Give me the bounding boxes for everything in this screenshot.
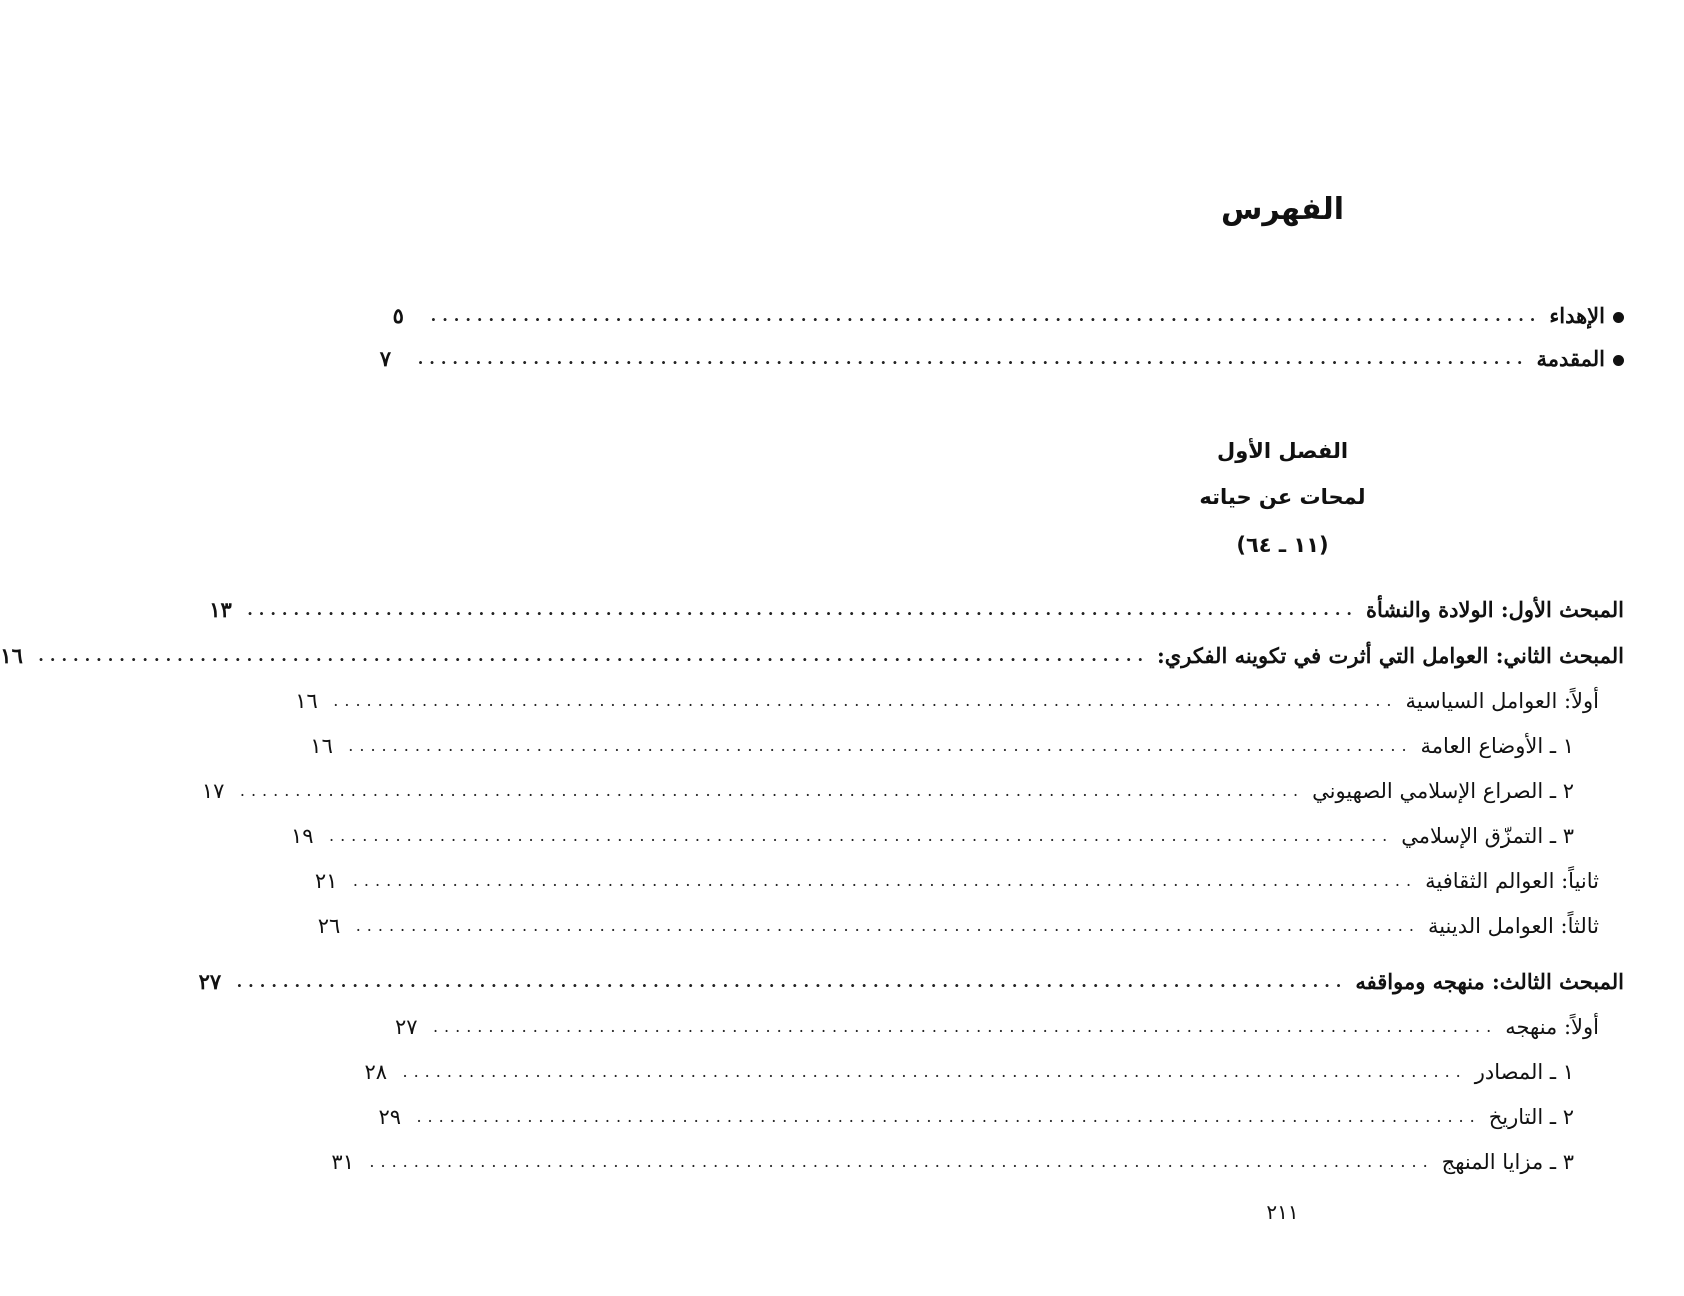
entry-page: ١٧ — [201, 779, 225, 803]
bullet-icon — [1613, 355, 1624, 366]
entry-label: ١ ـ الأوضاع العامة — [1420, 734, 1574, 758]
toc-entry[interactable] — [364, 1052, 1574, 1092]
toc-entry[interactable] — [201, 771, 1574, 811]
entry-page: ١٩ — [291, 824, 314, 848]
toc-entry-dedication[interactable] — [392, 296, 1624, 336]
entry-label: أولاً: منهجه — [1505, 1015, 1599, 1039]
entry-page: ١٣ — [209, 597, 232, 622]
dot-leader: ................................................................................................ — [333, 691, 1398, 710]
entry-page: ٢٩ — [378, 1105, 402, 1129]
entry-page: ٧ — [379, 346, 391, 371]
dot-leader: ................................................................................................ — [369, 1152, 1434, 1171]
page-title: الفهرس — [1220, 192, 1344, 227]
toc-entry[interactable] — [378, 1097, 1574, 1137]
dot-leader: ................................................................................................ — [402, 1062, 1467, 1081]
entry-label: ١ ـ المصادر — [1474, 1060, 1574, 1084]
entry-label: ٣ ـ التمزّق الإسلامي — [1401, 824, 1574, 848]
dot-leader: ................................................................................................ — [247, 600, 1358, 619]
dot-leader: ................................................................................................ — [432, 1017, 1498, 1036]
toc-entry[interactable] — [0, 636, 1624, 676]
bullet-icon — [1613, 312, 1624, 323]
chapter-subtitle: لمحات عن حياته — [1199, 485, 1366, 509]
toc-entry[interactable] — [295, 681, 1599, 721]
entry-label: المبحث الثالث: منهجه ومواقفه — [1355, 969, 1624, 994]
entry-label: المقدمة — [1536, 346, 1605, 371]
entry-label: المبحث الثاني: العوامل التي أثرت في تكوينه الفكري: — [1157, 643, 1624, 668]
page-number: ٢١١ — [1266, 1200, 1299, 1224]
entry-page: ٢٨ — [364, 1060, 388, 1084]
entry-label: ٢ ـ التاريخ — [1488, 1105, 1574, 1129]
toc-entry[interactable] — [291, 816, 1574, 856]
entry-page: ١٦ — [295, 689, 318, 713]
entry-label: ثانياً: العوالم الثقافية — [1425, 869, 1599, 893]
entry-label: ٣ ـ مزايا المنهج — [1441, 1150, 1574, 1174]
dot-leader: ................................................................................................ — [416, 1107, 1481, 1126]
dot-leader: ................................................................................................ — [239, 781, 1305, 800]
dot-leader: ................................................................................................ — [355, 916, 1420, 935]
entry-page: ١٦ — [0, 643, 23, 668]
entry-page: ٢١ — [314, 869, 338, 893]
dot-leader: ................................................................................................ — [348, 736, 1413, 755]
entry-page: ٥ — [392, 303, 404, 328]
entry-page: ٢٦ — [317, 914, 341, 938]
dot-leader: ................................................................................................ — [417, 349, 1529, 368]
dot-leader: ................................................................................................ — [236, 972, 1348, 991]
toc-entry[interactable] — [209, 590, 1624, 630]
dot-leader: ................................................................................................ — [329, 826, 1394, 845]
toc-entry-introduction[interactable] — [379, 339, 1624, 379]
entry-label: المبحث الأول: الولادة والنشأة — [1365, 597, 1624, 622]
toc-entry[interactable] — [331, 1142, 1574, 1182]
chapter-name: الفصل الأول — [1216, 439, 1349, 463]
chapter-page-range: (١١ ـ ٦٤) — [1236, 533, 1329, 557]
dot-leader: ................................................................................................ — [430, 306, 1542, 325]
dot-leader: ................................................................................................ — [38, 646, 1150, 665]
toc-entry[interactable] — [314, 861, 1599, 901]
toc-entry[interactable] — [317, 906, 1599, 946]
toc-entry[interactable] — [394, 1007, 1599, 1047]
entry-label: أولاً: العوامل السياسية — [1405, 689, 1599, 713]
entry-label: ثالثاً: العوامل الدينية — [1427, 914, 1599, 938]
toc-entry[interactable] — [198, 962, 1624, 1002]
entry-page: ٢٧ — [394, 1015, 418, 1039]
toc-entry[interactable] — [310, 726, 1574, 766]
entry-label: ٢ ـ الصراع الإسلامي الصهيوني — [1312, 779, 1574, 803]
entry-page: ٣١ — [331, 1150, 354, 1174]
entry-page: ٢٧ — [198, 969, 222, 994]
entry-page: ١٦ — [310, 734, 333, 758]
entry-label: الإهداء — [1549, 303, 1605, 328]
dot-leader: ................................................................................................ — [352, 871, 1418, 890]
